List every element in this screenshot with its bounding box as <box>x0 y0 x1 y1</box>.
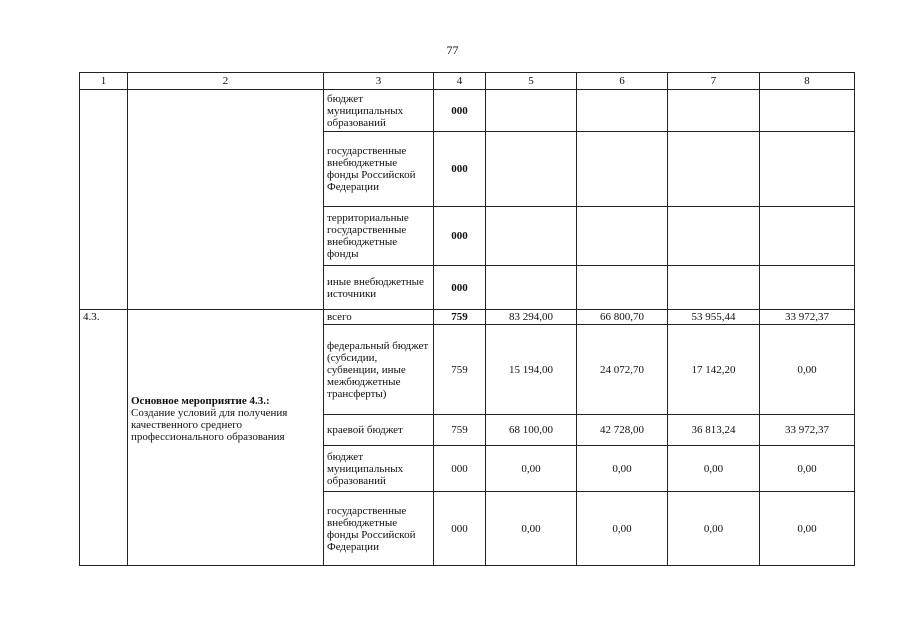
value-cell <box>760 132 855 207</box>
value-cell: 83 294,00 <box>486 310 577 325</box>
table-row <box>80 90 855 132</box>
code-cell: 000 <box>434 446 486 492</box>
column-number-header: 6 <box>577 73 668 90</box>
column-number-header-row <box>80 73 855 90</box>
table-row <box>80 310 855 325</box>
code-cell: 000 <box>434 90 486 132</box>
value-cell: 0,00 <box>577 492 668 566</box>
code-cell: 000 <box>434 207 486 266</box>
funding-source-cell: государственные внебюджетные фонды Российской Федерации <box>324 492 434 566</box>
page-number: 77 <box>446 43 459 57</box>
value-cell <box>668 132 760 207</box>
value-cell <box>577 90 668 132</box>
funding-source-cell: территориальные государственные внебюджетные фонды <box>324 207 434 266</box>
value-cell <box>668 266 760 310</box>
measure-title: Основное мероприятие 4.3.: <box>131 395 270 407</box>
value-cell: 15 194,00 <box>486 325 577 415</box>
funding-source-cell: краевой бюджет <box>324 415 434 446</box>
funding-source-cell: всего <box>324 310 434 325</box>
value-cell <box>486 266 577 310</box>
value-cell: 0,00 <box>668 446 760 492</box>
value-cell: 68 100,00 <box>486 415 577 446</box>
code-cell: 000 <box>434 132 486 207</box>
value-cell: 24 072,70 <box>577 325 668 415</box>
value-cell: 33 972,37 <box>760 415 855 446</box>
value-cell: 42 728,00 <box>577 415 668 446</box>
code-cell: 759 <box>434 310 486 325</box>
funding-source-cell: бюджет муниципальных образований <box>324 446 434 492</box>
code-cell: 759 <box>434 325 486 415</box>
code-cell: 000 <box>434 266 486 310</box>
value-cell <box>668 207 760 266</box>
funding-source-cell: федеральный бюджет (субсидии, субвенции, иные межбюджетные трансферты) <box>324 325 434 415</box>
value-cell <box>486 207 577 266</box>
column-number-header: 8 <box>760 73 855 90</box>
value-cell <box>486 90 577 132</box>
value-cell <box>577 207 668 266</box>
funding-source-cell: государственные внебюджетные фонды Российской Федерации <box>324 132 434 207</box>
value-cell: 0,00 <box>486 446 577 492</box>
value-cell: 0,00 <box>577 446 668 492</box>
column-number-header: 5 <box>486 73 577 90</box>
column-number-header: 3 <box>324 73 434 90</box>
value-cell: 0,00 <box>760 446 855 492</box>
value-cell: 0,00 <box>760 492 855 566</box>
item-number-cell: 4.3. <box>80 310 128 566</box>
budget-table <box>79 72 855 566</box>
value-cell <box>760 90 855 132</box>
column-number-header: 7 <box>668 73 760 90</box>
measure-cell <box>128 310 324 566</box>
funding-source-cell: бюджет муниципальных образований <box>324 90 434 132</box>
value-cell: 0,00 <box>760 325 855 415</box>
value-cell <box>577 132 668 207</box>
value-cell: 53 955,44 <box>668 310 760 325</box>
measure-description: Создание условий для получения качественного среднего профессионального образования <box>131 407 288 443</box>
value-cell: 66 800,70 <box>577 310 668 325</box>
item-number-cell <box>80 90 128 310</box>
column-number-header: 1 <box>80 73 128 90</box>
value-cell: 33 972,37 <box>760 310 855 325</box>
value-cell <box>760 207 855 266</box>
code-cell: 759 <box>434 415 486 446</box>
value-cell: 0,00 <box>668 492 760 566</box>
measure-cell <box>128 90 324 310</box>
column-number-header: 2 <box>128 73 324 90</box>
value-cell: 17 142,20 <box>668 325 760 415</box>
value-cell: 36 813,24 <box>668 415 760 446</box>
value-cell: 0,00 <box>486 492 577 566</box>
code-cell: 000 <box>434 492 486 566</box>
column-number-header: 4 <box>434 73 486 90</box>
value-cell <box>668 90 760 132</box>
value-cell <box>577 266 668 310</box>
value-cell <box>486 132 577 207</box>
funding-source-cell: иные внебюджетные источники <box>324 266 434 310</box>
value-cell <box>760 266 855 310</box>
